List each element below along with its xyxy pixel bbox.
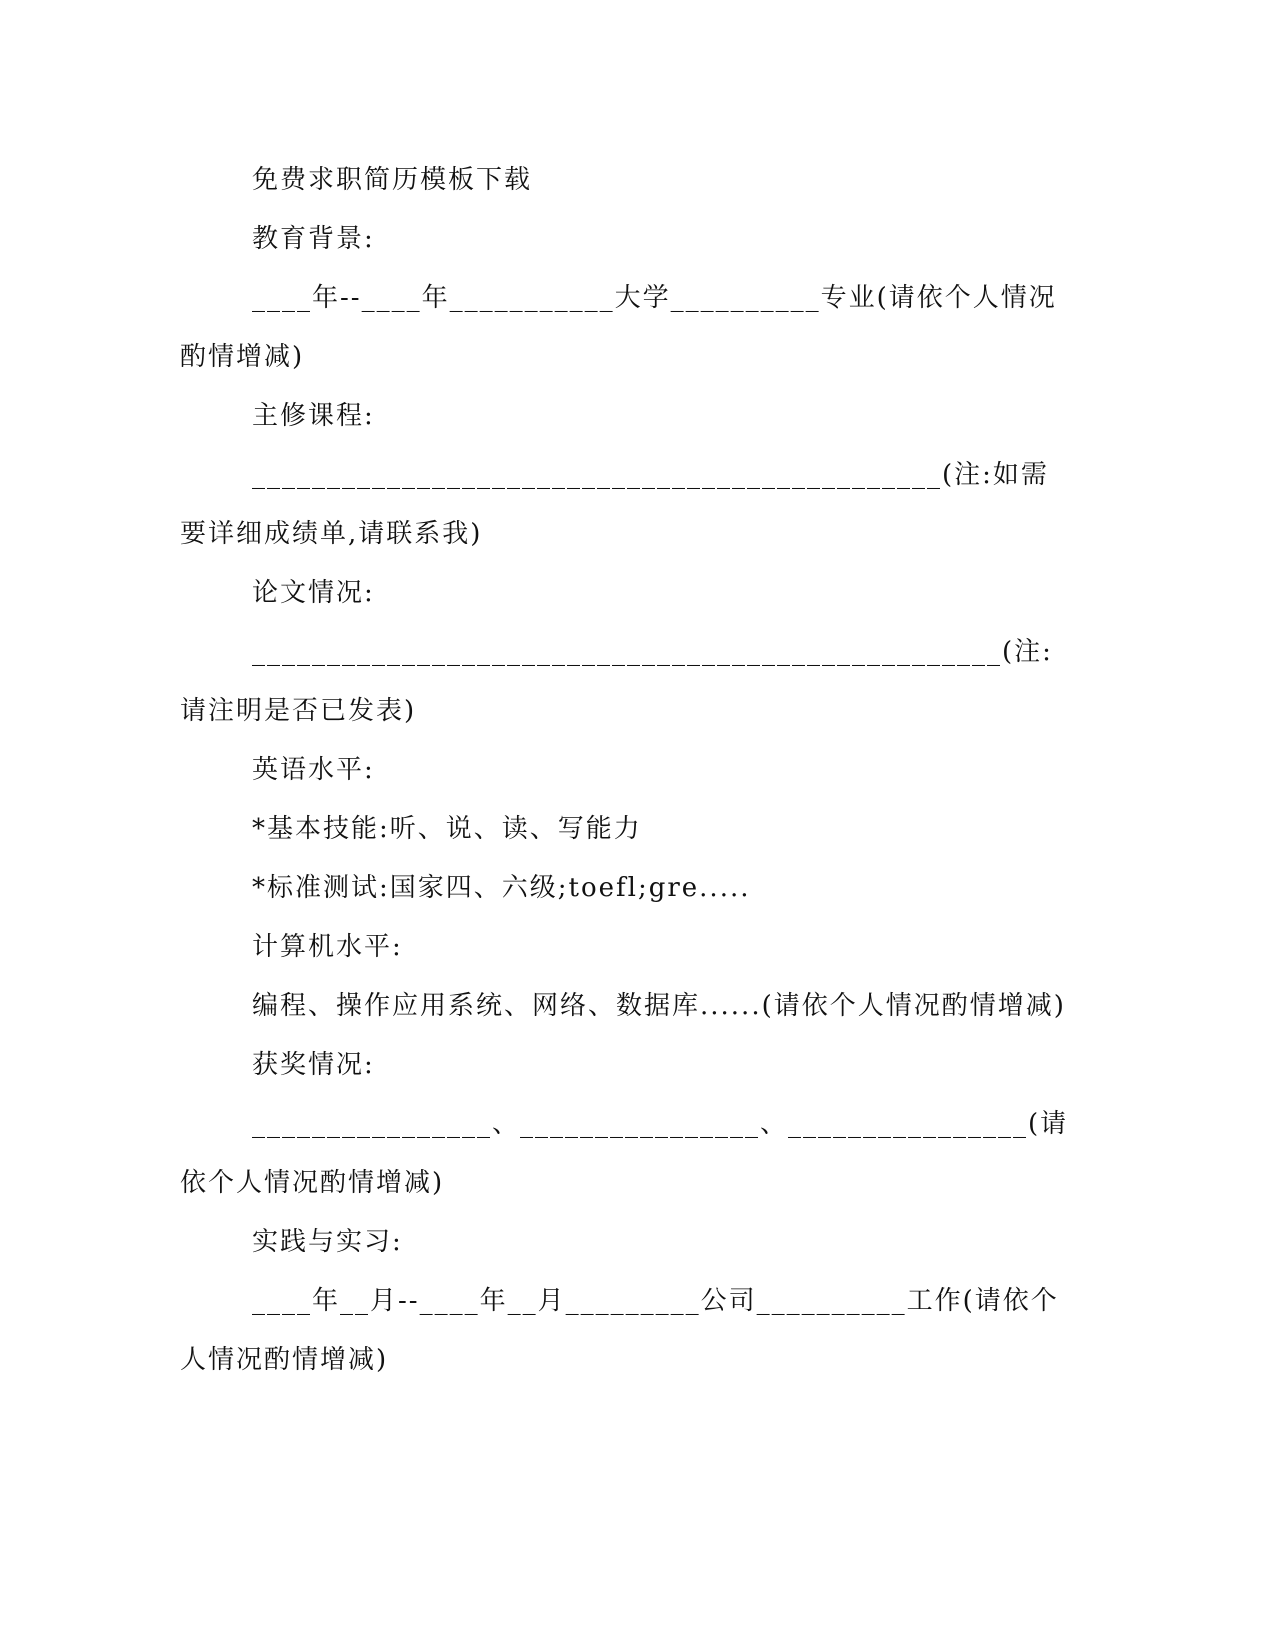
education-line-1: ____年--____年___________大学__________专业(请依个人情况 [252, 283, 1057, 313]
thesis-heading: 论文情况: [252, 578, 375, 608]
awards-line-1: ________________、________________、________________(请 [252, 1109, 1069, 1139]
english-skill: *基本技能:听、说、读、写能力 [252, 814, 642, 844]
awards-line-2: 依个人情况酌情增减) [180, 1168, 445, 1198]
thesis-line-1: __________________________________________________(注: [252, 637, 1053, 667]
education-line-2: 酌情增减) [180, 342, 305, 372]
awards-heading: 获奖情况: [252, 1050, 375, 1080]
english-test: *标准测试:国家四、六级;toefl;gre..... [252, 873, 751, 903]
computer-detail: 编程、操作应用系统、网络、数据库......(请依个人情况酌情增减) [252, 991, 1066, 1021]
practice-line-2: 人情况酌情增减) [180, 1345, 389, 1375]
document-title: 免费求职简历模板下载 [252, 165, 533, 195]
computer-heading: 计算机水平: [252, 932, 403, 962]
education-heading: 教育背景: [252, 224, 375, 254]
practice-heading: 实践与实习: [252, 1227, 403, 1257]
practice-line-1: ____年__月--____年__月_________公司__________工作(请依个 [252, 1286, 1059, 1316]
courses-line-1: ______________________________________________(注:如需 [252, 460, 1049, 490]
english-heading: 英语水平: [252, 755, 375, 785]
thesis-line-2: 请注明是否已发表) [180, 696, 417, 726]
courses-heading: 主修课程: [252, 401, 375, 431]
courses-line-2: 要详细成绩单,请联系我) [180, 519, 483, 549]
